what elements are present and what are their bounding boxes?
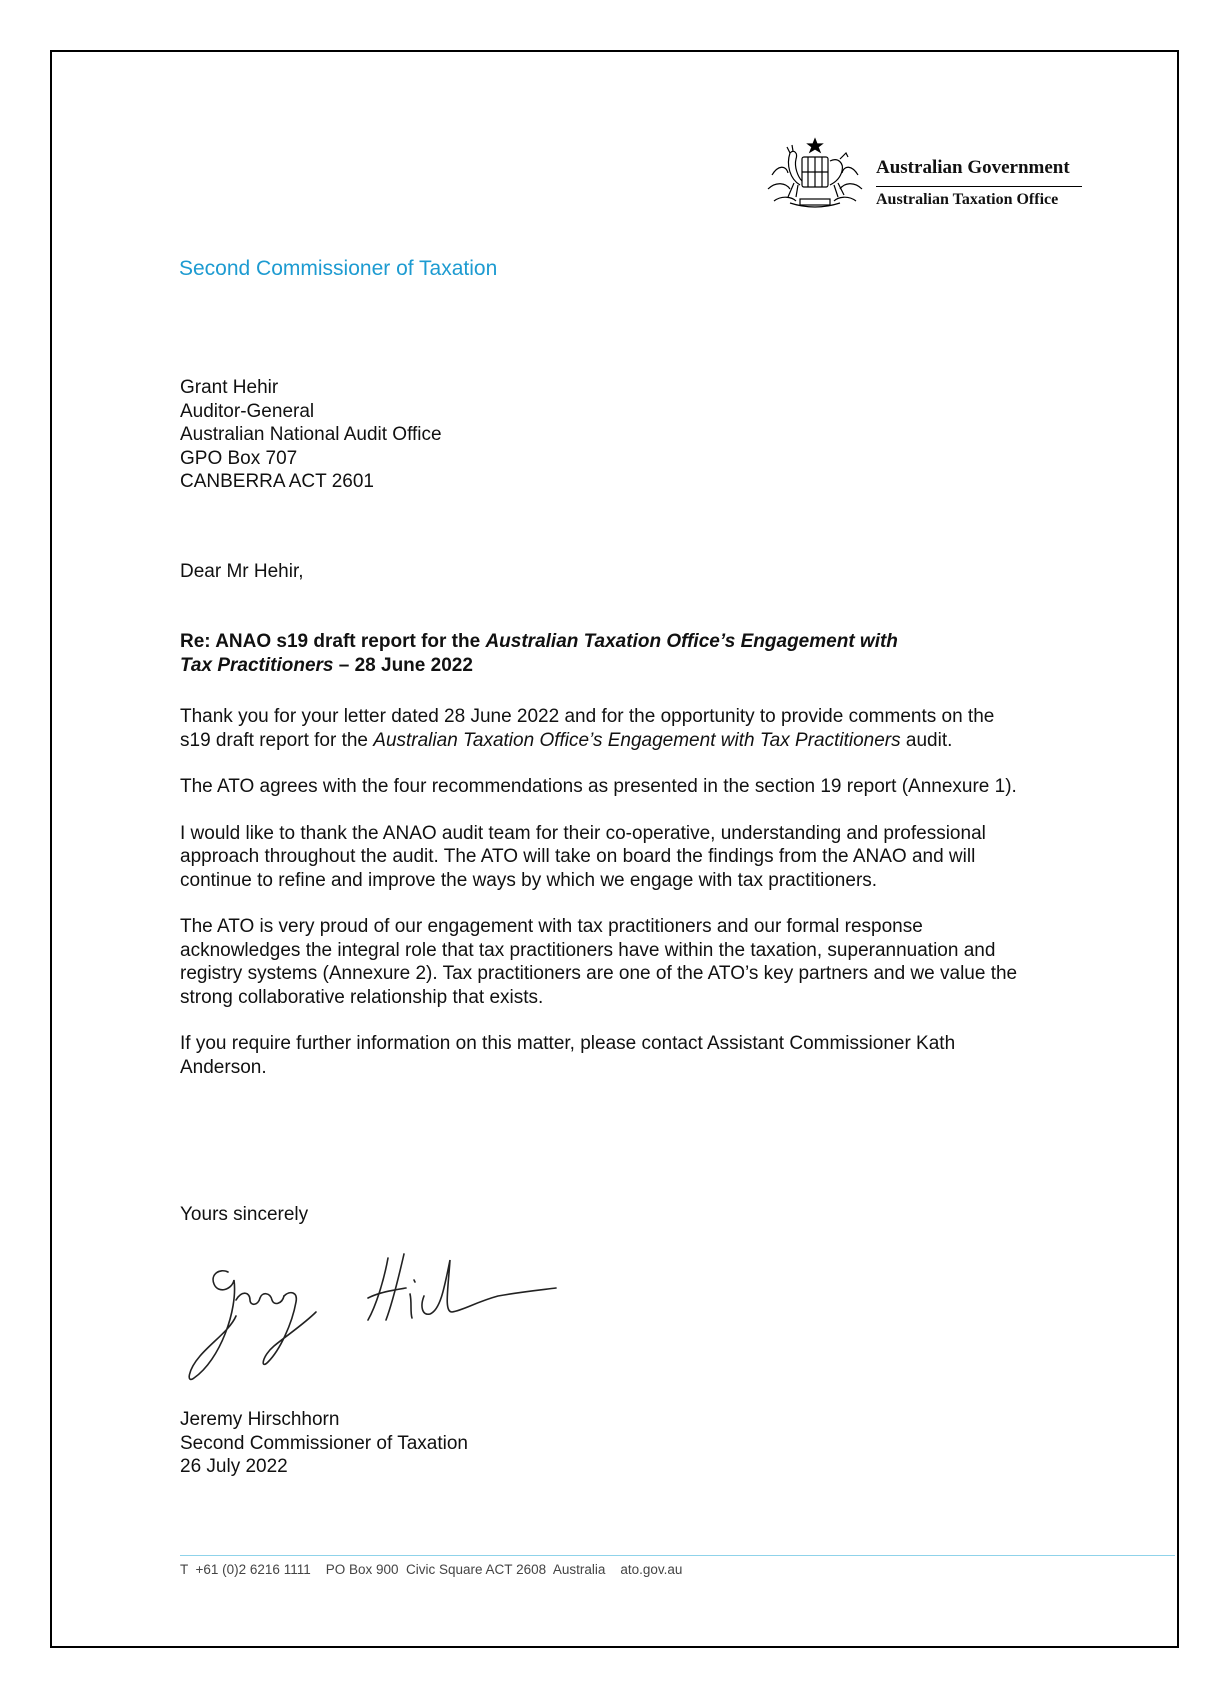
closing: Yours sincerely [180, 1204, 309, 1225]
signatory-date: 26 July 2022 [180, 1456, 288, 1477]
subject-title-line2: Tax Practitioners [180, 654, 334, 676]
paragraph-4: The ATO is very proud of our engagement with tax practitioners and our formal response acknowledges the integral role that tax practitioners have within the taxation, superannuation and registry systems (Annexure 2). Tax practitioners are one of the ATO’s key partners and we value the strong collaborative relationship that exists. [180, 916, 1018, 1008]
signatory-name: Jeremy Hirschhorn [180, 1409, 340, 1430]
subject-line [180, 630, 898, 677]
subject-title-line1: Australian Taxation Office’s Engagement with [485, 631, 898, 652]
paragraph-2: The ATO agrees with the four recommendations as presented in the section 19 report (Annexure 1). [180, 776, 1017, 797]
salutation: Dear Mr Hehir, [180, 561, 304, 582]
letterhead-logo [760, 135, 1090, 215]
footer-divider [180, 1555, 1175, 1556]
recipient-title: Auditor-General [180, 400, 315, 422]
letterhead-rule [876, 186, 1082, 187]
recipient-organisation: Australian National Audit Office [180, 424, 442, 445]
letter-body [180, 705, 1030, 1102]
paragraph-1-start: Thank you for your letter dated 28 June 2022 and for the opportunity to provide comments on the s19 draft report for the [180, 706, 995, 751]
subject-prefix: Re: ANAO s19 draft report for the [180, 631, 486, 652]
paragraph-1 [180, 705, 1030, 752]
recipient-address [180, 376, 442, 494]
commonwealth-coat-of-arms-icon [760, 135, 870, 215]
department-title: Second Commissioner of Taxation [179, 257, 498, 280]
recipient-box: GPO Box 707 [180, 447, 298, 469]
paragraph-3: I would like to thank the ANAO audit team for their co-operative, understanding and professional approach throughout the audit. The ATO will take on board the findings from the ANAO and will continue to refine and improve the ways by which we engage with tax practitioners. [180, 822, 986, 891]
footer-contact: T +61 (0)2 6216 1111 PO Box 900 Civic Square ACT 2608 Australia ato.gov.au [180, 1562, 683, 1577]
subject-suffix: – 28 June 2022 [333, 654, 473, 676]
signatory-title: Second Commissioner of Taxation [180, 1432, 468, 1454]
recipient-city: CANBERRA ACT 2601 [180, 471, 374, 492]
government-name: Australian Government [876, 157, 1070, 178]
paragraph-1-end: audit. [900, 729, 953, 751]
office-name: Australian Taxation Office [876, 191, 1059, 208]
handwritten-signature [180, 1250, 580, 1385]
recipient-name: Grant Hehir [180, 377, 279, 398]
paragraph-5: If you require further information on this matter, please contact Assistant Commissioner Kath Anderson. [180, 1033, 956, 1078]
paragraph-1-report-title: Australian Taxation Office’s Engagement with Tax Practitioners [373, 729, 901, 751]
signature-block [180, 1408, 468, 1479]
